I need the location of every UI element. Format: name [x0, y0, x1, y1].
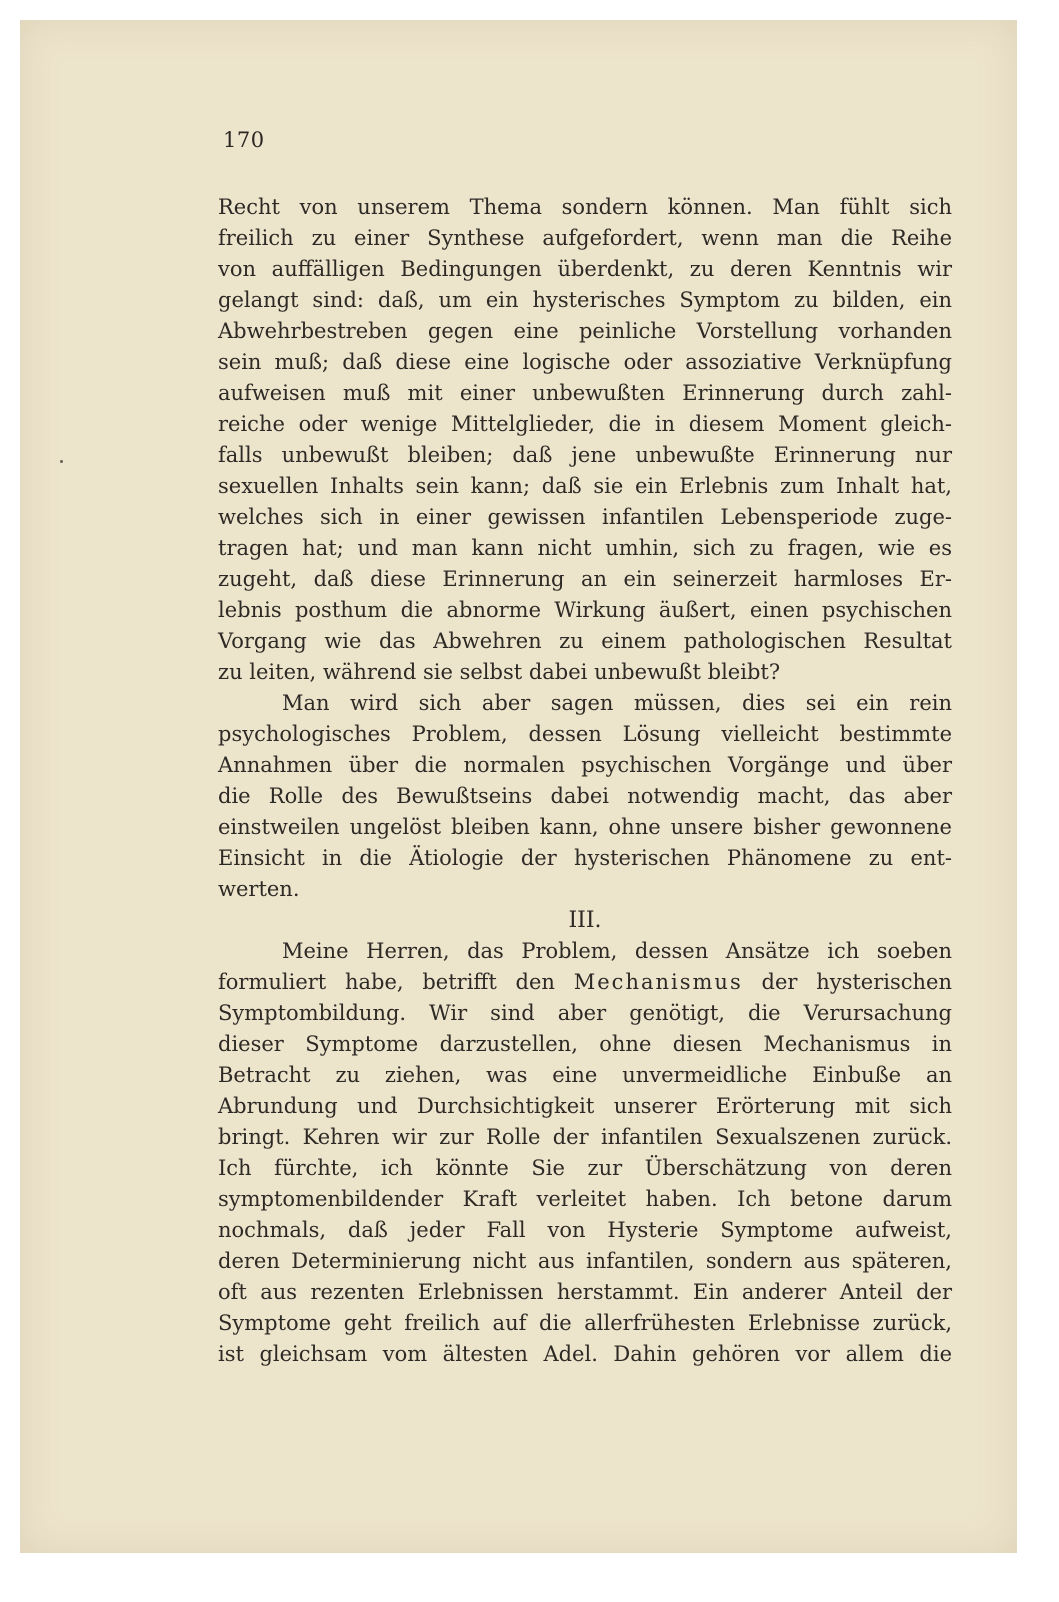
text-line: lebnis posthum die abnorme Wirkung äußert, einen psychischen: [218, 598, 952, 622]
text-line: reiche oder wenige Mittelglieder, die in diesem Moment gleich-: [218, 412, 952, 436]
text-line: Ich fürchte, ich könnte Sie zur Überschätzung von deren: [218, 1156, 952, 1180]
paper-speck: [60, 460, 63, 463]
text-line: Man wird sich aber sagen müssen, dies sei ein rein: [282, 691, 952, 715]
text-line: von auffälligen Bedingungen überdenkt, zu deren Kenntnis wir: [218, 257, 952, 281]
body-text: [218, 192, 952, 1370]
text-line: aufweisen muß mit einer unbewußten Erinnerung durch zahl-: [218, 381, 952, 405]
text-line: die Rolle des Bewußtseins dabei notwendig macht, das aber: [218, 784, 952, 808]
text-line: einstweilen ungelöst bleiben kann, ohne unsere bisher gewonnene: [218, 815, 952, 839]
text-line: Meine Herren, das Problem, dessen Ansätze ich soeben: [282, 939, 952, 963]
text-line: ist gleichsam vom ältesten Adel. Dahin gehören vor allem die: [218, 1342, 952, 1366]
text-line: tragen hat; und man kann nicht umhin, sich zu fragen, wie es: [218, 536, 952, 560]
text-line: Betracht zu ziehen, was eine unvermeidliche Einbuße an: [218, 1063, 952, 1087]
text-line: nochmals, daß jeder Fall von Hysterie Symptome aufweist,: [218, 1218, 952, 1242]
text-line: freilich zu einer Synthese aufgefordert, wenn man die Reihe: [218, 226, 952, 250]
text-line: Abrundung und Durchsichtigkeit unserer Erörterung mit sich: [218, 1094, 952, 1118]
text-fragment: formuliert habe, betrifft den: [218, 970, 555, 994]
text-line: oft aus rezenten Erlebnissen herstammt. Ein anderer Anteil der: [218, 1280, 952, 1304]
text-line: sein muß; daß diese eine logische oder assoziative Verknüpfung: [218, 350, 952, 374]
section-heading: III.: [568, 908, 602, 933]
text-line: Vorgang wie das Abwehren zu einem pathologischen Resultat: [218, 629, 952, 653]
text-line: [218, 967, 952, 998]
text-line: Einsicht in die Ätiologie der hysterischen Phänomene zu ent-: [218, 846, 952, 870]
book-page: [20, 20, 1017, 1553]
page-number: 170: [223, 128, 265, 152]
text-line: Symptombildung. Wir sind aber genötigt, die Verursachung: [218, 1001, 952, 1025]
text-line: falls unbewußt bleiben; daß jene unbewußte Erinnerung nur: [218, 443, 952, 467]
text-line: Symptome geht freilich auf die allerfrühesten Erlebnisse zurück,: [218, 1311, 952, 1335]
text-line: dieser Symptome darzustellen, ohne diesen Mechanismus in: [218, 1032, 952, 1056]
text-line: welches sich in einer gewissen infantilen Lebensperiode zuge-: [218, 505, 952, 529]
text-line: Annahmen über die normalen psychischen Vorgänge und über: [218, 753, 952, 777]
emphasized-term: Mechanismus: [573, 970, 743, 994]
text-line: deren Determinierung nicht aus infantilen, sondern aus späteren,: [218, 1249, 952, 1273]
text-line: zu leiten, während sie selbst dabei unbewußt bleibt?: [218, 660, 781, 684]
text-line: psychologisches Problem, dessen Lösung vielleicht bestimmte: [218, 722, 952, 746]
text-fragment: der hysterischen: [761, 970, 952, 994]
text-line: Recht von unserem Thema sondern können. Man fühlt sich: [218, 195, 952, 219]
text-line: symptomenbildender Kraft verleitet haben. Ich betone darum: [218, 1187, 952, 1211]
text-line: Abwehrbestreben gegen eine peinliche Vorstellung vorhanden: [218, 319, 952, 343]
text-line: zugeht, daß diese Erinnerung an ein seinerzeit harmloses Er-: [218, 567, 952, 591]
text-line: werten.: [218, 877, 300, 901]
text-line: gelangt sind: daß, um ein hysterisches Symptom zu bilden, ein: [218, 288, 952, 312]
text-line: sexuellen Inhalts sein kann; daß sie ein Erlebnis zum Inhalt hat,: [218, 474, 952, 498]
text-line: bringt. Kehren wir zur Rolle der infantilen Sexualszenen zurück.: [218, 1125, 952, 1149]
